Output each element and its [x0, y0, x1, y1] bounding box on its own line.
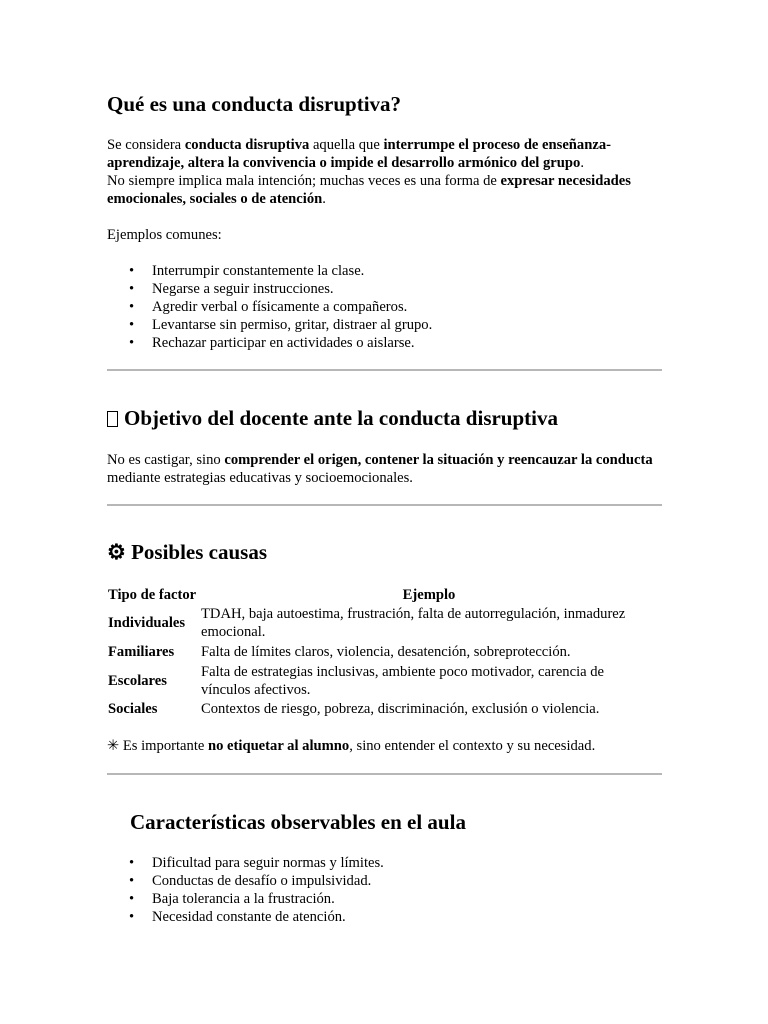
bullet-icon: •: [129, 891, 135, 907]
text-run: .: [580, 155, 584, 171]
missing-glyph-icon: [107, 411, 118, 427]
table-header-row: [107, 585, 659, 604]
list-item-text: Agredir verbal o físicamente a compañeros.: [152, 299, 408, 315]
example-cell: Falta de límites claros, violencia, desatención, sobreprotección.: [201, 643, 571, 660]
examples-label: Ejemplos comunes:: [107, 227, 222, 243]
bold-run: comprender el origen, contener la situación y reencauzar la conducta: [224, 452, 653, 468]
note-paragraph: [107, 737, 662, 755]
list-item: [107, 890, 662, 908]
section-title-text: Posibles causas: [131, 540, 268, 564]
text-run: Es importante: [119, 738, 208, 754]
bullet-icon: •: [129, 299, 135, 315]
list-item: [107, 262, 662, 280]
gear-icon: ⚙: [107, 540, 126, 564]
bullet-icon: •: [129, 855, 135, 871]
table-row: [107, 641, 659, 662]
text-run: No es castigar, sino: [107, 452, 225, 468]
examples-list: [107, 262, 662, 352]
example-cell: Contextos de riesgo, pobreza, discriminación, exclusión o violencia.: [201, 701, 600, 717]
objective-paragraph: [107, 451, 662, 487]
section-divider: [107, 773, 662, 775]
text-run: mediante estrategias educativas y socioemocionales.: [107, 470, 413, 486]
table-row: [107, 662, 659, 699]
text-run: aquella que: [309, 137, 384, 153]
bold-run: interrumpe el proceso de enseñanza-aprendizaje, altera la convivencia o impide el desarrollo armónico del grupo: [107, 137, 611, 171]
list-item-text: Rechazar participar en actividades o aislarse.: [152, 335, 415, 351]
text-run: Se considera: [107, 137, 185, 153]
causes-table: [107, 585, 659, 719]
list-item-text: Baja tolerancia a la frustración.: [152, 891, 335, 907]
list-item: [107, 334, 662, 352]
list-item: [107, 298, 662, 316]
bullet-icon: •: [129, 281, 135, 297]
table-row: [107, 699, 659, 719]
factor-cell: Familiares: [108, 643, 175, 660]
bullet-icon: •: [129, 335, 135, 351]
section-title-caracteristicas: Características observables en el aula: [130, 810, 466, 834]
bold-run: no etiquetar al alumno: [208, 738, 350, 754]
bullet-icon: •: [129, 317, 135, 333]
list-item-text: Interrumpir constantemente la clase.: [152, 263, 365, 279]
list-item: [107, 872, 662, 890]
factor-cell: Individuales: [108, 614, 186, 631]
factor-cell: Escolares: [108, 672, 167, 689]
section-title-conducta-disruptiva: Qué es una conducta disruptiva?: [107, 92, 402, 116]
column-header-ejemplo: Ejemplo: [402, 586, 456, 603]
characteristics-list: [107, 854, 662, 926]
asterisk-icon: ✳: [107, 738, 120, 754]
list-item-text: Negarse a seguir instrucciones.: [152, 281, 334, 297]
list-item-text: Dificultad para seguir normas y límites.: [152, 855, 384, 871]
section-title-text: Objetivo del docente ante la conducta disruptiva: [124, 406, 558, 430]
bold-run: expresar necesidades emocionales, sociales o de atención: [107, 173, 631, 207]
factor-cell: Sociales: [108, 701, 158, 717]
table-row: [107, 604, 659, 641]
list-item: [107, 854, 662, 872]
list-item-text: Conductas de desafío o impulsividad.: [152, 873, 372, 889]
text-run: No siempre implica mala intención; muchas veces es una forma de: [107, 173, 501, 189]
bold-run: conducta disruptiva: [184, 137, 310, 153]
list-item-text: Necesidad constante de atención.: [152, 909, 346, 925]
list-item: [107, 908, 662, 926]
bullet-icon: •: [129, 263, 135, 279]
list-item-text: Levantarse sin permiso, gritar, distraer al grupo.: [152, 317, 433, 333]
example-cell: TDAH, baja autoestima, frustración, falta de autorregulación, inmadurez emocional.: [201, 605, 626, 640]
list-item: [107, 316, 662, 334]
section-title-posibles-causas: [107, 540, 267, 565]
example-cell: Falta de estrategias inclusivas, ambiente poco motivador, carencia de vínculos afectivos.: [201, 663, 605, 698]
column-header-factor: Tipo de factor: [108, 586, 197, 603]
bullet-icon: •: [129, 909, 135, 925]
section-divider: [107, 369, 662, 371]
section-divider: [107, 504, 662, 506]
section-title-objetivo-docente: [107, 406, 558, 431]
list-item: [107, 280, 662, 298]
text-run: , sino entender el contexto y su necesidad.: [349, 738, 596, 754]
clarification-paragraph: [107, 172, 662, 208]
definition-paragraph: [107, 136, 662, 172]
text-run: .: [322, 191, 326, 207]
bullet-icon: •: [129, 873, 135, 889]
